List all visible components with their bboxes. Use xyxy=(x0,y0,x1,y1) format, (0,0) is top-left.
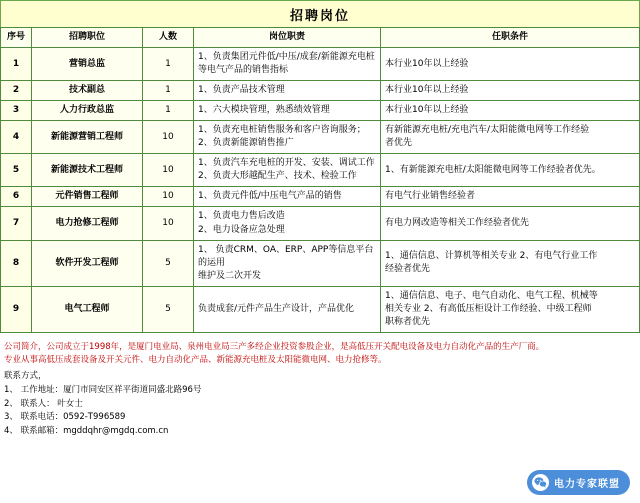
row-count: 1 xyxy=(143,101,194,121)
req-line: 有电气行业销售经验者 xyxy=(385,191,476,202)
company-intro-line: 专业从事高低压成套设备及开关元件、电力自动化产品、新能源充电桩及太阳能微电网、电力抢修等。 xyxy=(4,354,387,365)
row-duties xyxy=(194,81,381,101)
req-line: 职称者优先 xyxy=(385,316,431,327)
duty-line: 1、负责电力售后改造 xyxy=(198,211,285,222)
header-position: 招聘职位 xyxy=(32,28,143,48)
row-duties xyxy=(194,286,381,332)
duty-line: 1、负责汽车充电桩的开发、安装、调试工作 xyxy=(198,158,375,169)
row-no: 1 xyxy=(1,48,32,81)
wechat-account-badge[interactable] xyxy=(527,470,630,495)
row-no: 4 xyxy=(1,121,32,154)
row-duties xyxy=(194,187,381,207)
row-position: 新能源技术工程师 xyxy=(32,154,143,187)
duty-line: 等电气产品的销售指标 xyxy=(198,65,289,76)
contact-line: 3、 联系电话：0592-T996589 xyxy=(4,412,126,423)
req-line: 者优先 xyxy=(385,138,413,149)
page-title: 招聘岗位 xyxy=(0,0,640,27)
wechat-icon xyxy=(532,474,549,491)
row-requirements xyxy=(381,154,640,187)
row-position: 新能源营销工程师 xyxy=(32,121,143,154)
duty-line: 1、负责集团元件低/中压/成套/新能源充电桩 xyxy=(198,52,375,63)
req-line: 有新能源充电桩/充电汽车/太阳能微电网等工作经验 xyxy=(385,125,590,136)
row-count: 1 xyxy=(143,81,194,101)
contact-line: 2、 联系人： 叶女士 xyxy=(4,398,83,409)
row-no: 2 xyxy=(1,81,32,101)
table-header-row xyxy=(1,28,640,48)
row-position: 技术副总 xyxy=(32,81,143,101)
table-row xyxy=(1,286,640,332)
req-line: 有电力网改造等相关工作经验者优先 xyxy=(385,217,530,228)
row-requirements xyxy=(381,101,640,121)
jobs-table xyxy=(0,27,640,333)
req-line: 1、通信信息、计算机等相关专业 2、有电气行业工作 xyxy=(385,251,598,262)
req-line: 本行业10年以上经验 xyxy=(385,58,469,69)
contact-header: 联系方式， xyxy=(4,371,47,382)
row-requirements xyxy=(381,240,640,286)
row-count: 10 xyxy=(143,207,194,240)
company-intro-line: 公司简介，公司成立于1998年，是厦门电业局、泉州电业局三产多经企业投资参股企业，是高低压开关配电设备及电力自动化产品的生产厂商。 xyxy=(4,341,545,352)
contact-block xyxy=(0,366,640,438)
table-row xyxy=(1,154,640,187)
row-position: 软件开发工程师 xyxy=(32,240,143,286)
row-count: 5 xyxy=(143,286,194,332)
company-intro xyxy=(0,339,640,367)
table-row xyxy=(1,121,640,154)
req-line: 本行业10年以上经验 xyxy=(385,85,469,96)
duty-line: 1、 负责CRM、OA、ERP、APP等信息平台的运用 xyxy=(198,244,374,268)
table-row xyxy=(1,101,640,121)
req-line: 相关专业 2、有高低压柜设计工作经验、中级工程师 xyxy=(385,303,592,314)
req-line: 经验者优先 xyxy=(385,264,431,275)
duty-line: 1、负责充电桩销售服务和客户咨询服务； xyxy=(198,125,366,136)
header-count: 人数 xyxy=(143,28,194,48)
duty-line: 维护及二次开发 xyxy=(198,270,262,281)
row-no: 3 xyxy=(1,101,32,121)
row-requirements xyxy=(381,81,640,101)
table-row xyxy=(1,81,640,101)
req-line: 1、有新能源充电桩/太阳能微电网等工作经验者优先。 xyxy=(385,164,601,175)
duty-line: 2、电力设备应急处理 xyxy=(198,224,285,235)
duty-line: 2、负责大形越配生产、技术、检验工作 xyxy=(198,171,357,182)
req-line: 本行业10年以上经验 xyxy=(385,105,469,116)
duty-line: 1、负责元件低/中压电气产品的销售 xyxy=(198,191,342,202)
row-position: 元件销售工程师 xyxy=(32,187,143,207)
contact-line: 1、 工作地址：厦门市同安区祥平街道同盛北路96号 xyxy=(4,384,202,395)
table-row xyxy=(1,207,640,240)
row-requirements xyxy=(381,207,640,240)
table-row xyxy=(1,48,640,81)
row-count: 5 xyxy=(143,240,194,286)
duty-line: 1、六大模块管理，熟悉绩效管理 xyxy=(198,105,330,116)
contact-line: 4、 联系邮箱：mgddqhr@mgdq.com.cn xyxy=(4,425,169,436)
row-position: 营销总监 xyxy=(32,48,143,81)
row-duties xyxy=(194,101,381,121)
duty-line: 负责成套/元件产品生产设计，产品优化 xyxy=(198,303,355,314)
req-line: 1、通信信息、电子、电气自动化、电气工程、机械等 xyxy=(385,290,598,301)
row-position: 电气工程师 xyxy=(32,286,143,332)
jobs-table-body xyxy=(1,48,640,333)
row-no: 6 xyxy=(1,187,32,207)
row-count: 10 xyxy=(143,187,194,207)
duty-line: 1、负责产品技术管理 xyxy=(198,85,285,96)
row-requirements xyxy=(381,121,640,154)
row-requirements xyxy=(381,187,640,207)
row-duties xyxy=(194,48,381,81)
row-duties xyxy=(194,154,381,187)
table-row xyxy=(1,187,640,207)
row-position: 电力抢修工程师 xyxy=(32,207,143,240)
row-position: 人力行政总监 xyxy=(32,101,143,121)
row-count: 10 xyxy=(143,121,194,154)
row-no: 5 xyxy=(1,154,32,187)
row-count: 10 xyxy=(143,154,194,187)
row-duties xyxy=(194,207,381,240)
header-no: 序号 xyxy=(1,28,32,48)
wechat-account-label: 电力专家联盟 xyxy=(554,479,620,490)
row-no: 8 xyxy=(1,240,32,286)
row-duties xyxy=(194,240,381,286)
row-count: 1 xyxy=(143,48,194,81)
duty-line: 2、负责新能源销售推广 xyxy=(198,138,294,149)
row-no: 9 xyxy=(1,286,32,332)
row-duties xyxy=(194,121,381,154)
row-requirements xyxy=(381,286,640,332)
header-requirements: 任职条件 xyxy=(381,28,640,48)
table-row xyxy=(1,240,640,286)
row-no: 7 xyxy=(1,207,32,240)
row-requirements xyxy=(381,48,640,81)
header-duties: 岗位职责 xyxy=(194,28,381,48)
